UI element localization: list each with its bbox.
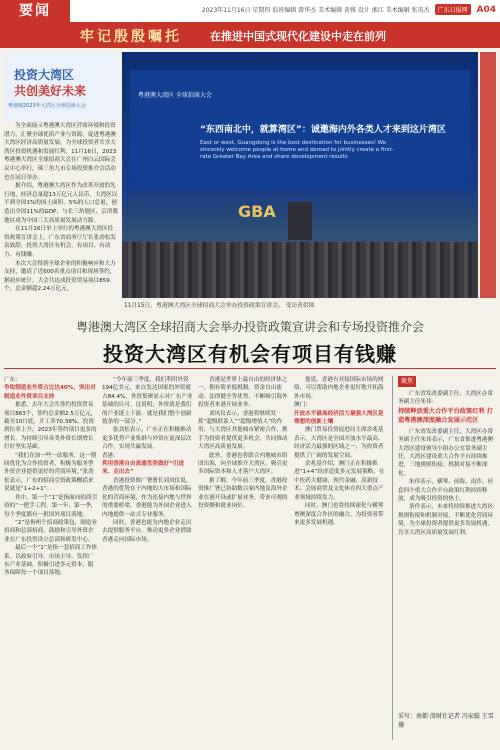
column-divider (392, 376, 393, 740)
stage-mark: GBA (238, 202, 276, 221)
news-photo (122, 52, 478, 298)
paragraph: 刘凤仪表示，香港将继续发挥“超级联系人”“超级增值人”的作用，与大湾区其他城市紧密合作，携手为投资者提供更多机会，共同推动大湾区高质量发展。 (198, 410, 288, 451)
paragraph: 其中，第一个“1”是指面向招商引资的“一把手工程，第一年，第一季，每个季度都有一批国外项目落地。 (4, 494, 98, 518)
sidebar-column (398, 376, 496, 746)
paragraph: 香港投资推广署署长刘凤仪说，香港的优势在于内地的大市场和国际化的营商环境，作为连接内地与世界的重要桥梁，香港能为外国企业进入内地提供一站式专业服务。 (102, 477, 192, 518)
lede-paragraph: 为全面展示粤港澳大湾区营商环境和投资潜力，汇聚全球优质产业与资源，促进粤港澳大湾区经济高质量发展，为全球投资者共享大湾区投资机遇和发展红利，11月16日，2023粤港澳大湾区全球招商大会在广州白云国际会议中心举行，珠三角九市专场投资推介会活动也在同日举办。 (4, 123, 117, 181)
article-column-4 (294, 376, 388, 746)
sidebar-heading: 持续释放重大合作平台政策红利 打造粤港澳深度融合发展示范区 (398, 407, 493, 424)
article-headline: 投资大湾区有机会有项目有钱赚 (103, 342, 397, 366)
promo-line2: 共创美好未来 (14, 84, 87, 98)
header-badge: 广东日报网 (435, 4, 471, 15)
slogan-banner (0, 22, 500, 48)
paragraph: “今年前三季度，我们利用外资194亿美元，来自发达国家的外资就占84.4%，外资集聚显示对广东产业基础的认可。这说明，外资就是我们的产业链上下游，就是我们整个创新链条的一部分。” (102, 377, 193, 426)
lede-text (4, 122, 118, 294)
kicker: 香港： (102, 452, 119, 459)
lede-paragraph: 据介绍，粤港澳大湾区作为改革开放的先行地，经济总量超13万亿元人民币，大湾区以不到全国1%的国土面积、5%的人口总量，创造出全国11%的GDP，与长三角地区、京津冀地区成为中国三大高质量发展动力源。 (4, 183, 118, 224)
promo-line1: 投资大湾区 (14, 68, 75, 82)
section-title: 要闻 (0, 0, 70, 22)
page-header (0, 0, 500, 23)
podium (288, 202, 312, 240)
article-column-1 (4, 376, 98, 746)
side-strip (480, 52, 496, 298)
byline: 采写：南都·湾财社记者 冯家聪 王雪珊 (398, 713, 494, 729)
paragraph: 他说，香港有对接国际市场的网络，可以帮助内地企业更好地开拓海外市场。 (294, 377, 384, 400)
audience (122, 242, 478, 298)
paragraph: “2”是指两个招商政策包，制造业招商和总部招商，鼓励和引导外资企业在广东投资设立总部和研发中心。 (4, 519, 98, 543)
article-subtitle: 粤港澳大湾区全球招商大会举办投资政策宣讲会和专场投资推介会 (75, 320, 424, 334)
event-logo: 粤港澳大湾区 全球招商大会 (138, 92, 212, 99)
page-number: A04 (476, 5, 496, 15)
stage-screen (130, 70, 470, 190)
paragraph: 澳门贸易投资促进局主席余兆基表示，大湾区是全国开放水平最高、经济活力最强的区域之一，为投资者提供了广阔的发展空间。 (294, 427, 384, 459)
kicker: 广东： (4, 377, 21, 383)
section-heading: 利用香港自由流通优势做好“引进来、走出去” (102, 461, 184, 476)
paragraph: 余兆基介绍，澳门正在积极推进“1+4”经济适度多元发展策略，在中医药大健康、现代金融、高新技术、会展商贸及文化体育四大重点产业领域持续发力。 (294, 461, 385, 501)
header-meta (202, 4, 496, 15)
sidebar-deck: 广东省发改委副主任、大湾区办常务副主任朱伟： (398, 391, 493, 406)
lede-paragraph: 在11月16日举上举行的粤港澳大湾区投资政策宣讲会上，广东省商务厅厅长张劲松发表致辞，投资大湾区有机会、有项目、有动力、有钱赚。 (4, 226, 116, 258)
paragraph: “我们在加一些一站服务，这一期间优化为合作投资者，积极为服务型外资企业提供更好的营商环境。”张劲松表示，广东的招商引资政策概括来说就是“1+2+1”。 (4, 452, 97, 493)
screen-title: “东西南北中，就算湾区”：诚邀海内外各类人才来到这片湾区 (200, 125, 446, 135)
photo-caption: 11月15日，粤港澳大湾区全球招商大会举办投资政策宣讲会。 受访者供图 (124, 303, 315, 309)
paragraph: 香港是世界上最自由的经济体之一，拥有简单低税制、资金自由流动、法律健全等优势，不断吸引海外投资者来港开展业务。 (198, 377, 288, 409)
paragraph: 条件表示，未来将持续推进大湾区规则衔接和机制对接，不断优化营商环境，为全球投资者提供更多发展机遇，共享大湾区高质量发展红利。 (398, 504, 494, 536)
promo-logo (4, 52, 118, 120)
slogan-text: 牢记殷殷嘱托 (80, 29, 182, 45)
paragraph: 同时，澳门也将持续深化与横琴粤澳深度合作区的融合，为投资者带来更多发展机遇。 (294, 503, 384, 526)
paragraph: 广东省发改委副主任、大湾区办常务副主任朱伟表示，广东省推进粤港澳大湾区建设领导小组办公室常务副主任，大湾区建设重大合作平台持续推进，三地规则衔接、机制对接不断深化。 (398, 428, 494, 477)
paragraph: 同时，香港也能为内地企业走出去提供服务平台，推动更多企业借助香港走向国际市场。 (102, 519, 192, 543)
date-line: 2023年11月16日 星期四 值班编辑 曾华杰 美术编辑 黄雅 设计 湘江 美术编辑 张英杰 (201, 7, 430, 14)
promo-line3: 粤港澳2023年大湾区全球招商大会 (8, 103, 86, 109)
paragraph: 朱伟表示，横琴、前海、南沙、河套四个重大合作平台政策红利持续释放，成为吸引投资的热土。 (398, 479, 493, 503)
paragraph: 此外，香港也将联合内地城市组团出海，向全球推介大湾区，吸引更多国际资本和人才落户大湾区。 (198, 452, 288, 476)
kicker: 澳门： (294, 402, 311, 409)
paragraph: 张劲松表示，广东正在积极推动更多优势产业集群与外资在更深层次合作，实现共赢发展。 (102, 427, 192, 451)
paragraph: 最后一个“1”是指一套招商工作体系，以政府引导、市场主导，发挥广东产业基础，积极引进多元资本，服务保障每一个项目落地。 (4, 545, 98, 577)
article-column-2 (102, 376, 194, 746)
lede-paragraph: 本次大会得到全球企业的积极响应和大力支持，邀请了近600名重点项目和现场签约，据初步统计，大会共达成投资贸易项目859个，总金额超2.24万亿元。 (4, 260, 116, 293)
divider (4, 368, 496, 369)
sidebar-tag: 聚焦 (398, 376, 416, 387)
section-heading: 开放水平最高经济活力最强大湾区是理想的创新土壤 (294, 410, 384, 426)
article-column-3 (198, 376, 290, 746)
screen-subtitle: East or west, Guangdong is the best destination for businesses! We sincerely welcome people at home and abroad to jointly create a first-rate Greater Bay Area and share development results (200, 140, 394, 160)
section-heading: 争取制造业外资占比达40%，突出对制造业外资项目支持 (4, 385, 96, 400)
paragraph: 据了解，今年前三季度，香港投资推广署已协助数百家内地及海外企业在港开设或扩展业务，带来可观的投资额和就业岗位。 (198, 477, 288, 510)
paragraph: 据悉，去年大会共签约投资贸易项目863个，签约总金额2.5万亿元，截至10月底，开工率70.38%，投资到位率上升，2023年签约项目更多的增长，为持续引导各类外资长期增长打好坚实基础。 (4, 402, 97, 451)
slogan-subtitle: 在推进中国式现代化建设中走在前列 (210, 30, 386, 43)
